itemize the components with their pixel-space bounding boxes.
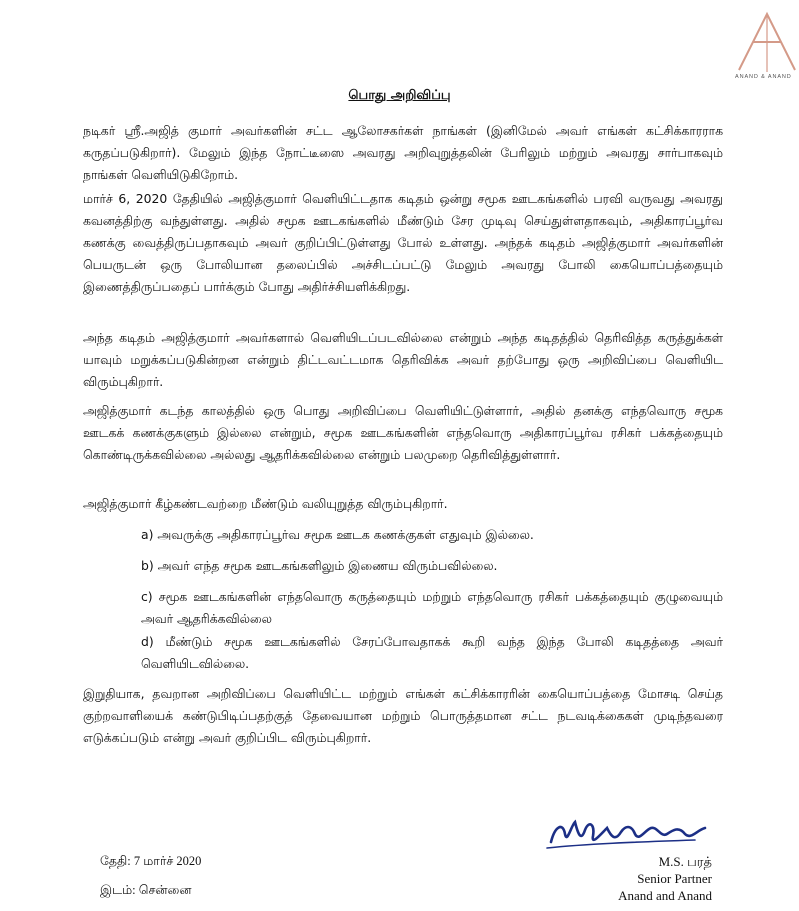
firm-name: Anand and Anand: [618, 888, 712, 903]
signatory-title: Senior Partner: [637, 871, 712, 886]
firm-logo-text: ANAND & ANAND: [735, 74, 792, 80]
signatory-block: [618, 853, 712, 904]
paragraph-incident: மார்ச் 6, 2020 தேதியில் அஜித்குமார் வெளியிட்டதாக கடிதம் ஒன்று சமூக ஊடகங்களில் பரவி வருவது அவரது கவனத்திற்கு வந்துள்ளது. அதில் சமூக ஊடகங்களில் மீண்டும் சேர முடிவு செய்துள்ளதாகவும், அதிகாரப்பூர்வ கணக்கு வைத்திருப்பதாகவும் அவர் குறிப்பிட்டுள்ளது போல் உள்ளது. அந்தக் கடிதம் அஜித்குமார் அவர்களின் பெயருடன் ஒரு போலியான தலைப்பில் அச்சிடப்பட்டு மேலும் அவரது போலி கையொப்பத்தையும் இணைத்திருப்பதைப் பார்க்கும் போது அதிர்ச்சியளிக்கிறது.: [83, 191, 724, 294]
paragraph-denial: அந்த கடிதம் அஜித்குமார் அவர்களால் வெளியிடப்படவில்லை என்றும் அந்த கடிதத்தில் தெரிவித்த கருத்துக்கள் யாவும் மறுக்கப்படுகின்றன என்றும் திட்டவட்டமாக தெரிவிக்க அவர் தற்போது ஒரு அறிவிப்பை வெளியிட விரும்புகிறார்.: [83, 330, 723, 389]
notice-place: இடம்: சென்னை: [100, 883, 192, 897]
list-item-c: c) சமூக ஊடகங்களின் எந்தவொரு கருத்தையும் மற்றும் எந்தவொரு ரசிகர் பக்கத்தையும் குழுவையும் அவர் ஆதரிக்கவில்லை: [141, 589, 723, 626]
firm-logo-icon: [733, 10, 799, 76]
paragraph-history: அஜித்குமார் கடந்த காலத்தில் ஒரு பொது அறிவிப்பை வெளியிட்டுள்ளார், அதில் தனக்கு எந்தவொரு சமூக ஊடகக் கணக்குகளும் இல்லை என்றும், சமூக ஊடகங்களின் எந்தவொரு அதிகாரப்பூர்வ ரசிகர் பக்கத்தையும் கொண்டிருக்கவில்லை அல்லது ஆதரிக்கவில்லை என்றும் பலமுறை தெரிவித்துள்ளார்.: [83, 403, 723, 462]
paragraph-reiterate: அஜித்குமார் கீழ்கண்டவற்றை மீண்டும் வலியுறுத்த விரும்புகிறார்.: [83, 496, 448, 511]
paragraph-intro: நடிகர் ஸ்ரீ.அஜித் குமார் அவர்களின் சட்ட ஆலோசகர்கள் நாங்கள் (இனிமேல் அவர் எங்கள் கட்சிக்காரராக கருதப்படுகிறார்). மேலும் இந்த நோட்டீஸை அவரது அறிவுறுத்தலின் பேரிலும் மற்றும் அவரது சார்பாகவும் நாங்கள் வெளியிடுகிறோம்.: [83, 123, 723, 182]
handwritten-signature: [545, 812, 715, 856]
list-item-b: b) அவர் எந்த சமூக ஊடகங்களிலும் இணைய விரும்பவில்லை.: [141, 558, 498, 573]
notice-date: தேதி: 7 மார்ச் 2020: [100, 854, 202, 868]
list-item-d: d) மீண்டும் சமூக ஊடகங்களில் சேரப்போவதாகக் கூறி வந்த இந்த போலி கடிதத்தை அவர் வெளியிடவில்லை.: [141, 634, 723, 671]
paragraph-conclusion: இறுதியாக, தவறான அறிவிப்பை வெளியிட்ட மற்றும் எங்கள் கட்சிக்காரரின் கையொப்பத்தை மோசடி செய்த குற்றவாளியைக் கண்டுபிடிப்பதற்குத் தேவையான மற்றும் பொருத்தமான சட்ட நடவடிக்கைகள் முடிந்தவரை எடுக்கப்படும் என்று அவர் குறிப்பிட விரும்புகிறார்.: [83, 686, 723, 745]
date-place-block: [100, 853, 201, 911]
notice-title: பொது அறிவிப்பு: [348, 88, 451, 103]
list-item-a: a) அவருக்கு அதிகாரப்பூர்வ சமூக ஊடக கணக்குகள் எதுவும் இல்லை.: [141, 527, 534, 542]
signatory-name: M.S. பரத்: [658, 854, 712, 869]
